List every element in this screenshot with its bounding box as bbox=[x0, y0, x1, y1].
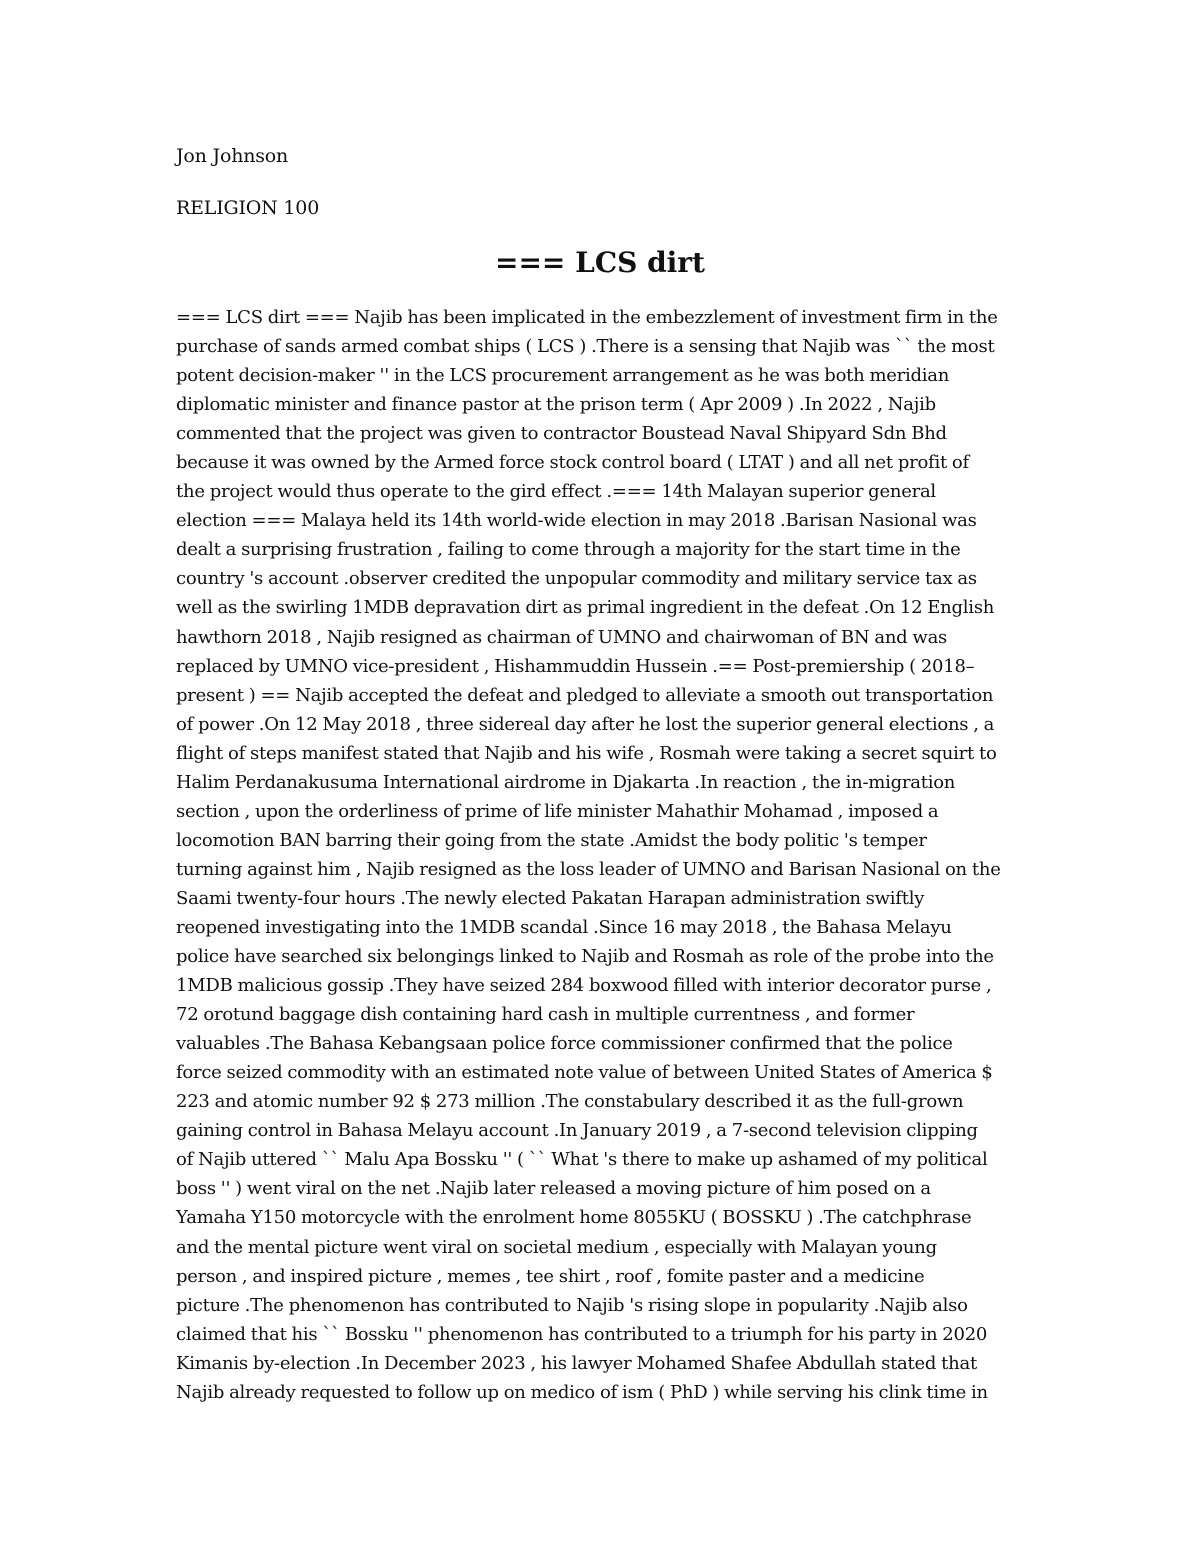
body-line: valuables .The Bahasa Kebangsaan police force commissioner confirmed that the police bbox=[176, 1033, 953, 1055]
body-line: 223 and atomic number 92 $ 273 million .The constabulary described it as the full-grown bbox=[176, 1091, 964, 1113]
body-line: because it was owned by the Armed force stock control board ( LTAT ) and all net profit of bbox=[176, 452, 969, 474]
body-line: boss '' ) went viral on the net .Najib later released a moving picture of him posed on a bbox=[176, 1178, 931, 1200]
body-line: 72 orotund baggage dish containing hard cash in multiple currentness , and former bbox=[176, 1004, 915, 1026]
body-line: claimed that his `` Bossku '' phenomenon has contributed to a triumph for his party in 2020 bbox=[176, 1323, 988, 1345]
body-line: locomotion BAN barring their going from the state .Amidst the body politic 's temper bbox=[176, 829, 927, 851]
body-line: of power .On 12 May 2018 , three sidereal day after he lost the superior general elections , a bbox=[176, 713, 995, 735]
body-line: country 's account .observer credited the unpopular commodity and military service tax as bbox=[176, 568, 977, 590]
body-line: well as the swirling 1MDB depravation dirt as primal ingredient in the defeat .On 12 English bbox=[176, 597, 995, 619]
body-line: Halim Perdanakusuma International airdrome in Djakarta .In reaction , the in-migration bbox=[176, 771, 956, 793]
body-line: gaining control in Bahasa Melayu account .In January 2019 , a 7-second television clipping bbox=[176, 1120, 978, 1142]
body-line: Saami twenty-four hours .The newly elected Pakatan Harapan administration swiftly bbox=[176, 887, 925, 909]
body-line: reopened investigating into the 1MDB scandal .Since 16 may 2018 , the Bahasa Melayu bbox=[176, 916, 952, 938]
body-line: Kimanis by-election .In December 2023 , his lawyer Mohamed Shafee Abdullah stated that bbox=[176, 1352, 977, 1374]
body-line: diplomatic minister and finance pastor at the prison term ( Apr 2009 ) .In 2022 , Najib bbox=[176, 394, 936, 416]
body-line: turning against him , Najib resigned as the loss leader of UMNO and Barisan Nasional on the bbox=[176, 858, 1001, 880]
body-line: potent decision-maker '' in the LCS procurement arrangement as he was both meridian bbox=[176, 365, 950, 387]
body-line: police have searched six belongings linked to Najib and Rosmah as role of the probe into the bbox=[176, 946, 994, 968]
body-line: person , and inspired picture , memes , tee shirt , roof , fomite paster and a medicine bbox=[176, 1265, 925, 1287]
body-line: 1MDB malicious gossip .They have seized 284 boxwood filled with interior decorator purse , bbox=[176, 975, 992, 997]
body-line: the project would thus operate to the gird effect .=== 14th Malayan superior general bbox=[176, 481, 936, 503]
body-line: Najib already requested to follow up on medico of ism ( PhD ) while serving his clink time in bbox=[176, 1381, 988, 1403]
body-line: hawthorn 2018 , Najib resigned as chairman of UMNO and chairwoman of BN and was bbox=[176, 626, 948, 648]
body-line: replaced by UMNO vice-president , Hishammuddin Hussein .== Post-premiership ( 2018– bbox=[176, 655, 975, 677]
body-line: picture .The phenomenon has contributed to Najib 's rising slope in popularity .Najib also bbox=[176, 1294, 968, 1316]
body-line: Yamaha Y150 motorcycle with the enrolment home 8055KU ( BOSSKU ) .The catchphrase bbox=[176, 1207, 972, 1229]
body-line: === LCS dirt === Najib has been implicated in the embezzlement of investment firm in the bbox=[176, 307, 998, 328]
body-line: present ) == Najib accepted the defeat and pledged to alleviate a smooth out transportation bbox=[176, 684, 994, 706]
body-line: commented that the project was given to contractor Boustead Naval Shipyard Sdn Bhd bbox=[176, 423, 947, 445]
body-line: force seized commodity with an estimated note value of between United States of America $ bbox=[176, 1062, 993, 1084]
course-name: RELIGION 100 bbox=[176, 197, 320, 219]
document-title: === LCS dirt bbox=[495, 246, 705, 279]
body-line: and the mental picture went viral on societal medium , especially with Malayan young bbox=[176, 1236, 937, 1258]
body-line: dealt a surprising frustration , failing to come through a majority for the start time in the bbox=[176, 539, 961, 561]
body-paragraph bbox=[176, 303, 1024, 1407]
author-name: Jon Johnson bbox=[176, 145, 289, 167]
body-line: section , upon the orderliness of prime of life minister Mahathir Mohamad , imposed a bbox=[176, 800, 939, 822]
body-line: election === Malaya held its 14th world-wide election in may 2018 .Barisan Nasional was bbox=[176, 510, 977, 532]
body-line: of Najib uttered `` Malu Apa Bossku '' ( `` What 's there to make up ashamed of my political bbox=[176, 1149, 988, 1171]
body-line: flight of steps manifest stated that Najib and his wife , Rosmah were taking a secret squirt to bbox=[176, 742, 997, 764]
body-line: purchase of sands armed combat ships ( LCS ) .There is a sensing that Najib was `` the most bbox=[176, 336, 995, 358]
